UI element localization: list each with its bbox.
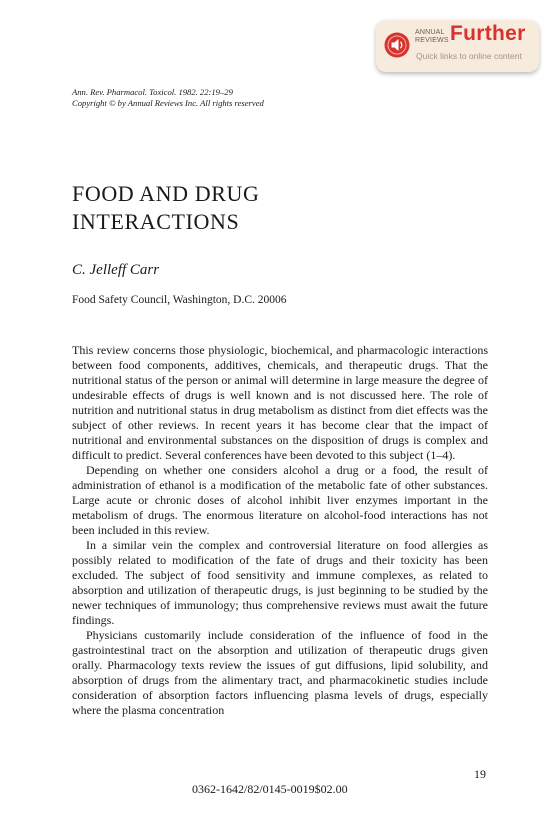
author-affiliation: Food Safety Council, Washington, D.C. 20006 [72, 294, 287, 306]
article-code: 0362-1642/82/0145-0019$02.00 [192, 782, 348, 796]
paragraph: This review concerns those physiologic, biochemical, and pharmacologic interactions between food components, additives, chemicals, and therapeutic drugs. That the nutritional status of the person or animal will determine in large measure the degree of undesirable effects of drugs is well known and is not discussed here. The role of nutrition and nutritional status in drug metabolism as distinct from diet effects was the subject of other reviews. In recent years it has become clear that the impact of nutritional and environmental substances on the disposition of drugs is complex and difficult to predict. Several conferences have been devoted to this subject (1–4). [72, 343, 488, 462]
title-line-2: INTERACTIONS [72, 209, 240, 234]
author-name: C. Jelleff Carr [72, 262, 160, 278]
quick-links-label: Quick links to online content [416, 51, 522, 61]
citation-journal: Ann. Rev. Pharmacol. Toxicol. 1982. 22:19–29 [72, 87, 233, 97]
paragraph: Depending on whether one considers alcohol a drug or a food, the result of administration of ethanol is a modification of the metabolic fate of other substances. Large acute or chronic doses of alcohol inhibit liver enzymes important in the metabolism of drugs. The enormous literature on alcohol-food interactions has not been included in this review. [72, 463, 488, 537]
further-label: Further [450, 22, 526, 45]
title-line-1: FOOD AND DRUG [72, 181, 260, 206]
paragraph: In a similar vein the complex and controversial literature on food allergies as possibly related to modification of the fate of drugs and their toxicity has been excluded. The subject of food sensitivity and immune complexes, as related to absorption and utilization of therapeutic drugs, is just beginning to be studied by the newer techniques of immunology; thus comprehensive reviews must await the future findings. [72, 538, 488, 627]
paragraph: Physicians customarily include consideration of the influence of food in the gastrointestinal tract on the absorption and utilization of therapeutic drugs given orally. Pharmacology texts review the issues of gut diffusions, lipid solubility, and absorption of drugs from the alimentary tract, and pharmacokinetic studies include consideration of absorption factors influencing plasma levels of drugs, especially where the plasma concentration [72, 628, 488, 717]
article-title [72, 180, 260, 236]
page-number: 19 [474, 767, 486, 781]
further-badge[interactable] [376, 20, 539, 72]
citation-copyright: Copyright © by Annual Reviews Inc. All rights reserved [72, 98, 264, 108]
speaker-icon [384, 32, 410, 58]
annual-reviews-label: ANNUAL REVIEWS [415, 29, 449, 44]
citation [72, 87, 264, 109]
article-body [72, 343, 488, 718]
